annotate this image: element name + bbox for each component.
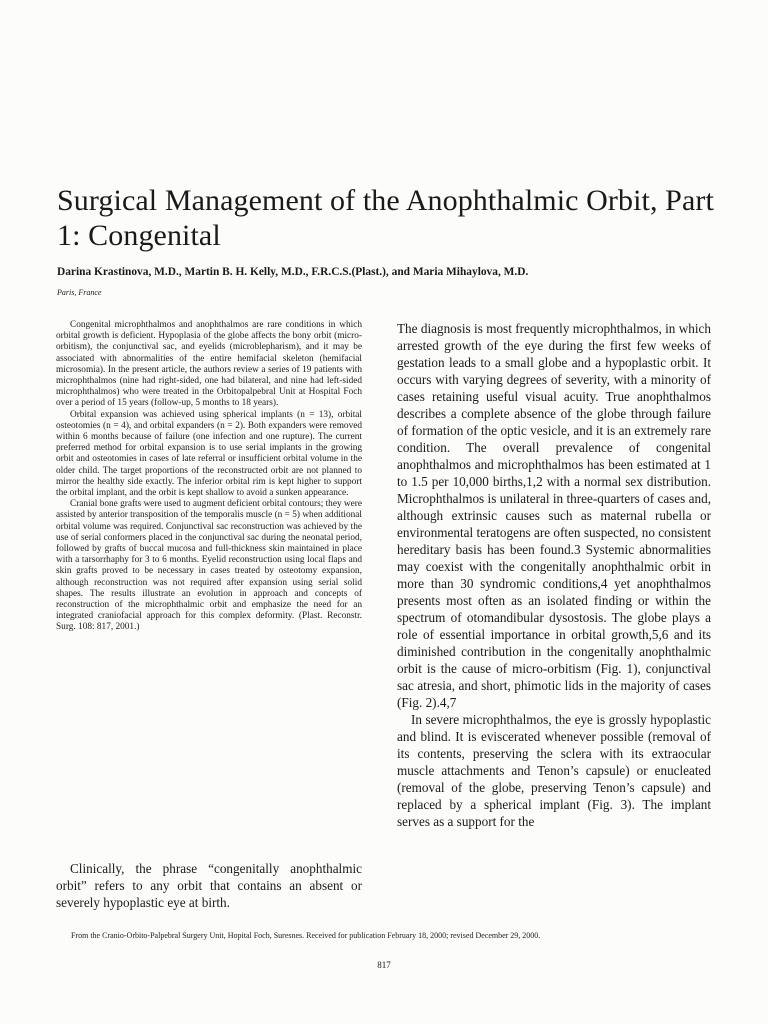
body-paragraph: In severe microphthalmos, the eye is grossly hypoplastic and blind. It is eviscerated whenever possible (removal of its contents, preserving the sclera with its extraocular muscle attachments and Tenon’s capsule) or enucleated (removal of the globe, preserving Tenon’s capsule) and replaced by a spherical implant (Fig. 3). The implant serves as a support for the [397,712,711,829]
author-list: Darina Krastinova, M.D., Martin B. H. Kelly, M.D., F.R.C.S.(Plast.), and Maria Mihaylova, M.D. [57,266,529,278]
abstract-paragraph: Cranial bone grafts were used to augment deficient orbital contours; they were assisted by anterior transposition of the temporalis muscle (n = 5) when additional orbital volume was required. Conjunctival sac reconstruction was achieved by the use of serial conformers placed in the conjunctival sac during the neonatal period, followed by grafts of buccal mucosa and full-thickness skin maintained in place with a tarsorrhaphy for 3 to 6 months. Eyelid reconstruction using local flaps and skin grafts proved to be necessary in cases treated by osteotomy expansion, although reconstruction was not required after expansion using serial solid shapes. The results illustrate an evolution in approach and concepts of reconstruction of the microphthalmic orbit and emphasize the need for an integrated craniofacial approach for this complex deformity. (Plast. Reconstr. Surg. 108: 817, 2001.) [56,499,362,633]
abstract [56,320,362,634]
abstract-paragraph: Orbital expansion was achieved using spherical implants (n = 13), orbital osteotomies (n = 4), and orbital expanders (n = 2). Both expanders were removed within 6 months because of failure (one infection and one rupture). The current preferred method for orbital expansion is to use serial implants in the growing orbit and osteotomies in cases of late referral or insufficient orbital volume in the older child. The target proportions of the reconstructed orbit are not planned to mirror the healthy side exactly. The inferior orbital rim is kept higher to support the orbital implant, and the orbit is kept shallow to avoid a sunken appearance. [56,409,362,499]
body-column-left [56,860,362,911]
author-affiliation: Paris, France [57,288,102,297]
footnote: From the Cranio-Orbito-Palpebral Surgery Unit, Hopital Foch, Suresnes. Received for publication February 18, 2000; revised December 29, 2000. [71,931,541,940]
body-paragraph: Clinically, the phrase “congenitally anophthalmic orbit” refers to any orbit that contains an absent or severely hypoplastic eye at birth. [56,861,362,910]
abstract-paragraph: Congenital microphthalmos and anophthalmos are rare conditions in which orbital growth is deficient. Hypoplasia of the globe affects the bony orbit (micro-orbitism), the conjunctival sac, and eyelids (microblepharism), and it may be associated with abnormalities of the entire hemifacial skeleton (hemifacial microsomia). In the present article, the authors review a series of 19 patients with microphthalmos (nine had right-sided, one had bilateral, and nine had left-sided microphthalmos) who were treated in the Orbitopalpebral Unit at Hospital Foch over a period of 15 years (follow-up, 5 months to 18 years). [56,320,362,409]
article-title: Surgical Management of the Anophthalmic Orbit, Part 1: Congenital [57,184,714,252]
body-paragraph: The diagnosis is most frequently microphthalmos, in which arrested growth of the eye during the first few weeks of gestation leads to a small globe and a hypoplastic orbit. It occurs with varying degrees of severity, with a minority of cases retaining useful visual acuity. True anophthalmos describes a complete absence of the globe through failure of formation of the optic vesicle, and it is an extremely rare condition. The overall prevalence of congenital anophthalmos and microphthalmos has been estimated at 1 to 1.5 per 10,000 births,1,2 with a normal sex distribution. Microphthalmos is unilateral in three-quarters of cases and, although extrinsic causes such as maternal rubella or environmental teratogens are often suspected, no consistent hereditary basis has been found.3 Systemic abnormalities may coexist with the congenitally anophthalmic orbit in more than 30 syndromic conditions,4 yet anophthalmos presents most often as an isolated finding or within the spectrum of otomandibular dysostosis. The globe plays a role of essential importance in orbital growth,5,6 and its diminished contribution in the congenitally anophthalmic orbit is the cause of micro-orbitism (Fig. 1), conjunctival sac atresia, and short, phimotic lids in the majority of cases (Fig. 2).4,7 [397,321,711,710]
body-column-right [397,320,711,830]
page-number: 817 [377,960,391,970]
